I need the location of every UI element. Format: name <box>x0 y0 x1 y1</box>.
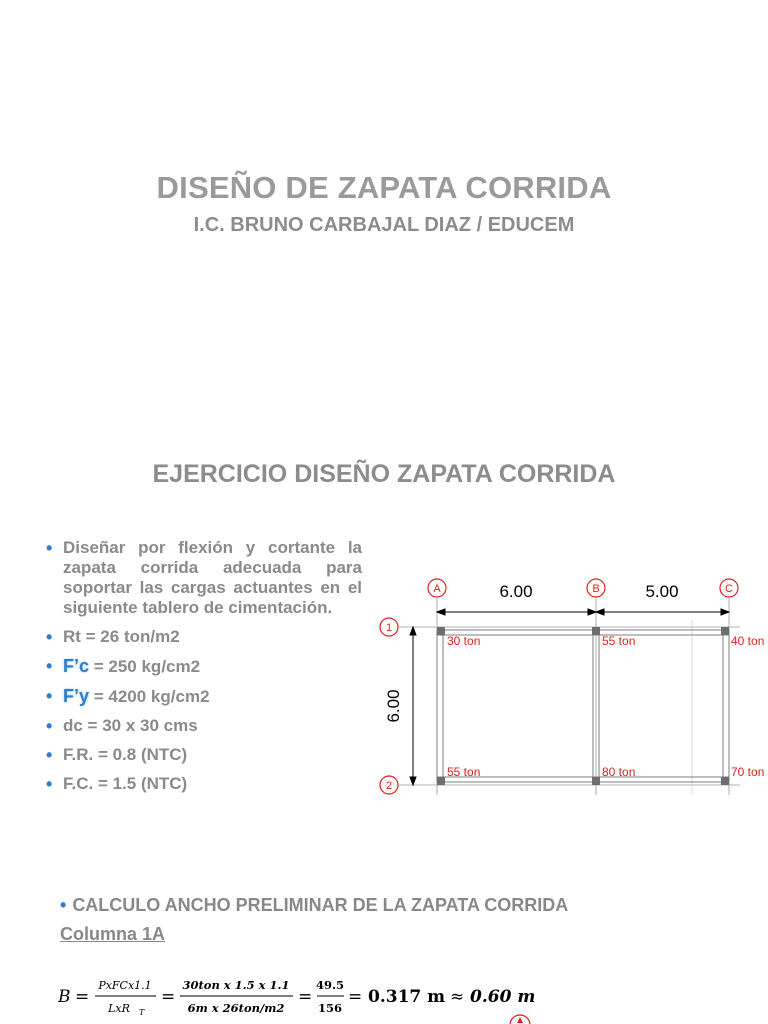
list-item <box>44 538 362 618</box>
bullet-label: F’y <box>63 686 90 706</box>
load-c1: 40 ton <box>731 634 765 648</box>
formula-result: 0.317 m <box>368 987 446 1007</box>
axis-label-2: 2 <box>385 780 393 792</box>
svg-text:=: = <box>298 987 313 1007</box>
foundation-plan-drawing <box>370 570 768 800</box>
dimension-a-b: 6.00 <box>499 582 533 601</box>
list-item <box>44 686 362 707</box>
dimension-b-c: 5.00 <box>645 582 679 601</box>
formula-frac3-num: 49.5 <box>315 978 345 992</box>
axis-label-c: C <box>725 583 733 595</box>
formula-frac1-den-sub: T <box>139 1008 145 1017</box>
column-a2 <box>437 777 445 785</box>
list-item <box>44 774 362 794</box>
bullet-dot: • <box>60 895 67 915</box>
svg-text:=: = <box>161 987 176 1007</box>
load-c2: 70 ton <box>731 765 765 779</box>
column-c1 <box>721 627 729 635</box>
list-item <box>44 745 362 765</box>
section-heading <box>60 895 568 916</box>
load-a1: 30 ton <box>447 634 481 648</box>
column-b1 <box>592 627 600 635</box>
column-sublabel: Columna 1A <box>60 924 166 944</box>
column-a1 <box>437 627 445 635</box>
main-title: DISEÑO DE ZAPATA CORRIDA <box>156 170 612 205</box>
column-b2 <box>592 777 600 785</box>
bullet-text: Diseñar por flexión y cortante la zapata corrida adecuada para soportar las cargas actuantes en el siguiente tablero de cimentación. <box>63 538 362 617</box>
axis-label-1: 1 <box>385 622 393 634</box>
section-heading-text: CALCULO ANCHO PRELIMINAR DE LA ZAPATA CORRIDA <box>72 895 569 915</box>
list-item <box>44 716 362 736</box>
formula-approx: ≈ <box>450 987 465 1007</box>
bullet-text: = 250 kg/cm2 <box>89 657 201 676</box>
formula-frac1-den: LxR <box>108 1002 130 1015</box>
formula-frac2-den: 6m x 26ton/m2 <box>187 1001 285 1015</box>
axis-label-a: A <box>433 583 441 595</box>
bullet-label: F’c <box>63 656 90 676</box>
formula-frac1-num: PxFCx1.1 <box>98 979 152 992</box>
bullet-text: F.R. = 0.8 (NTC) <box>63 745 188 764</box>
load-a2: 55 ton <box>447 765 481 779</box>
list-item <box>44 656 362 677</box>
column-c2 <box>721 777 729 785</box>
formula-lhs: B <box>58 987 71 1007</box>
bullet-text: Rt = 26 ton/m2 <box>63 627 180 646</box>
bullet-text: F.C. = 1.5 (NTC) <box>63 774 188 793</box>
partial-axis-marker-icon <box>505 1012 535 1024</box>
author-subtitle: I.C. BRUNO CARBAJAL DIAZ / EDUCEM <box>193 214 575 236</box>
load-b2: 80 ton <box>602 765 636 779</box>
load-b1: 55 ton <box>602 634 636 648</box>
bullet-text: = 4200 kg/cm2 <box>89 687 210 706</box>
formula-frac2-num: 30ton x 1.5 x 1.1 <box>182 978 290 992</box>
dimension-1-2: 6.00 <box>384 689 403 723</box>
svg-text:=: = <box>75 987 90 1007</box>
list-item <box>44 627 362 647</box>
exercise-title: EJERCICIO DISEÑO ZAPATA CORRIDA <box>152 460 616 488</box>
axis-label-b: B <box>592 583 600 595</box>
svg-text:=: = <box>348 987 363 1007</box>
problem-data-list <box>44 538 362 803</box>
width-formula <box>58 972 578 1022</box>
bullet-text: dc = 30 x 30 cms <box>63 716 198 735</box>
formula-frac3-den: 156 <box>317 1001 343 1015</box>
formula-rounded: 0.60 m <box>470 987 536 1007</box>
